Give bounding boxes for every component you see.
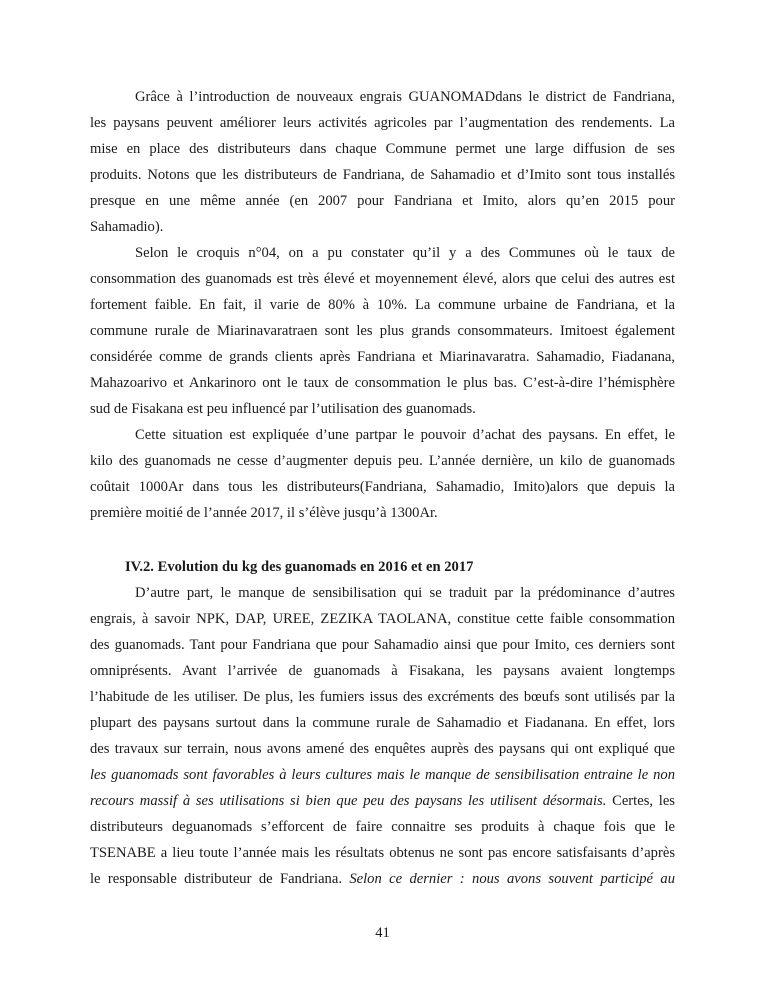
text-line: mise en place des distributeurs dans chaque Commune permet une large diffusion de ses — [90, 141, 675, 157]
text-line: consommation des guanomads est très élevé et moyennement élevé, alors que celui des autres est — [90, 271, 675, 287]
italic-quote: les guanomads sont favorables à leurs cultures mais le manque de sensibilisation entraine le non — [90, 767, 675, 783]
text-line: l’habitude de les utiliser. De plus, les fumiers issus des excréments des bœufs sont utilisés par la — [90, 689, 675, 705]
paragraph-purchasing-power — [90, 422, 675, 526]
text-line: engrais, à savoir NPK, DAP, UREE, ZEZIKA TAOLANA, constitue cette faible consommation — [90, 611, 675, 627]
section-heading: IV.2. Evolution du kg des guanomads en 2016 et en 2017 — [125, 559, 474, 575]
text-line: Cette situation est expliquée d’une partpar le pouvoir d’achat des paysans. En effet, le — [135, 427, 675, 443]
text-line — [90, 788, 675, 814]
text-line: des travaux sur terrain, nous avons amené des enquêtes auprès des paysans qui ont expliqué que — [90, 741, 675, 757]
paragraph-sensitization — [90, 580, 675, 892]
text-line: distributeurs deguanomads s’efforcent de faire connaitre ses produits à chaque fois que le — [90, 819, 675, 835]
text-fragment: le responsable distributeur de Fandriana. — [90, 871, 350, 887]
text-line: première moitié de l’année 2017, il s’élève jusqu’à 1300Ar. — [90, 505, 438, 521]
page-number: 41 — [375, 925, 390, 941]
text-line: considérée comme de grands clients après Fandriana et Miarinavaratra. Sahamadio, Fiadanana, — [90, 349, 675, 365]
paragraph-guanomad-introduction — [90, 84, 675, 240]
text-line: sud de Fisakana est peu influencé par l’utilisation des guanomads. — [90, 401, 476, 417]
italic-quote: recours massif à ses utilisations si bien que peu des paysans les utilisent désormais. — [90, 793, 607, 809]
paragraph-consumption-rate — [90, 240, 675, 422]
text-line — [90, 866, 675, 892]
text-line: produits. Notons que les distributeurs de Fandriana, de Sahamadio et d’Imito sont tous installés — [90, 167, 675, 183]
text-line: plupart des paysans surtout dans la commune rurale de Sahamadio et Fiadanana. En effet, lors — [90, 715, 675, 731]
text-line: des guanomads. Tant pour Fandriana que pour Sahamadio ainsi que pour Imito, ces derniers sont — [90, 637, 675, 653]
text-line: presque en une même année (en 2007 pour Fandriana et Imito, alors qu’en 2015 pour — [90, 193, 675, 209]
text-fragment: Certes, les — [606, 793, 675, 809]
text-line: Selon le croquis n°04, on a pu constater qu’il y a des Communes où le taux de — [135, 245, 675, 261]
text-line: Grâce à l’introduction de nouveaux engrais GUANOMADdans le district de Fandriana, — [135, 89, 675, 105]
text-line: coûtait 1000Ar dans tous les distributeurs(Fandriana, Sahamadio, Imito)alors que depuis la — [90, 479, 675, 495]
text-line: les paysans peuvent améliorer leurs activités agricoles par l’augmentation des rendements. La — [90, 115, 675, 131]
text-line: commune rurale de Miarinavaratraen sont les plus grands consommateurs. Imitoest également — [90, 323, 675, 339]
text-line: D’autre part, le manque de sensibilisation qui se traduit par la prédominance d’autres — [135, 585, 675, 601]
document-page — [90, 84, 675, 892]
text-line: omniprésents. Avant l’arrivée de guanomads à Fisakana, les paysans avaient longtemps — [90, 663, 675, 679]
text-line — [90, 762, 675, 788]
text-line: kilo des guanomads ne cesse d’augmenter depuis peu. L’année dernière, un kilo de guanomads — [90, 453, 675, 469]
text-line: fortement faible. En fait, il varie de 80% à 10%. La commune urbaine de Fandriana, et la — [90, 297, 675, 313]
text-line: Sahamadio). — [90, 219, 164, 235]
text-line: TSENABE a lieu toute l’année mais les résultats obtenus ne sont pas encore satisfaisants d’après — [90, 845, 675, 861]
text-line: Mahazoarivo et Ankarinoro ont le taux de consommation le plus bas. C’est-à-dire l’hémisphère — [90, 375, 675, 391]
italic-quote: Selon ce dernier : nous avons souvent participé au — [349, 871, 675, 887]
